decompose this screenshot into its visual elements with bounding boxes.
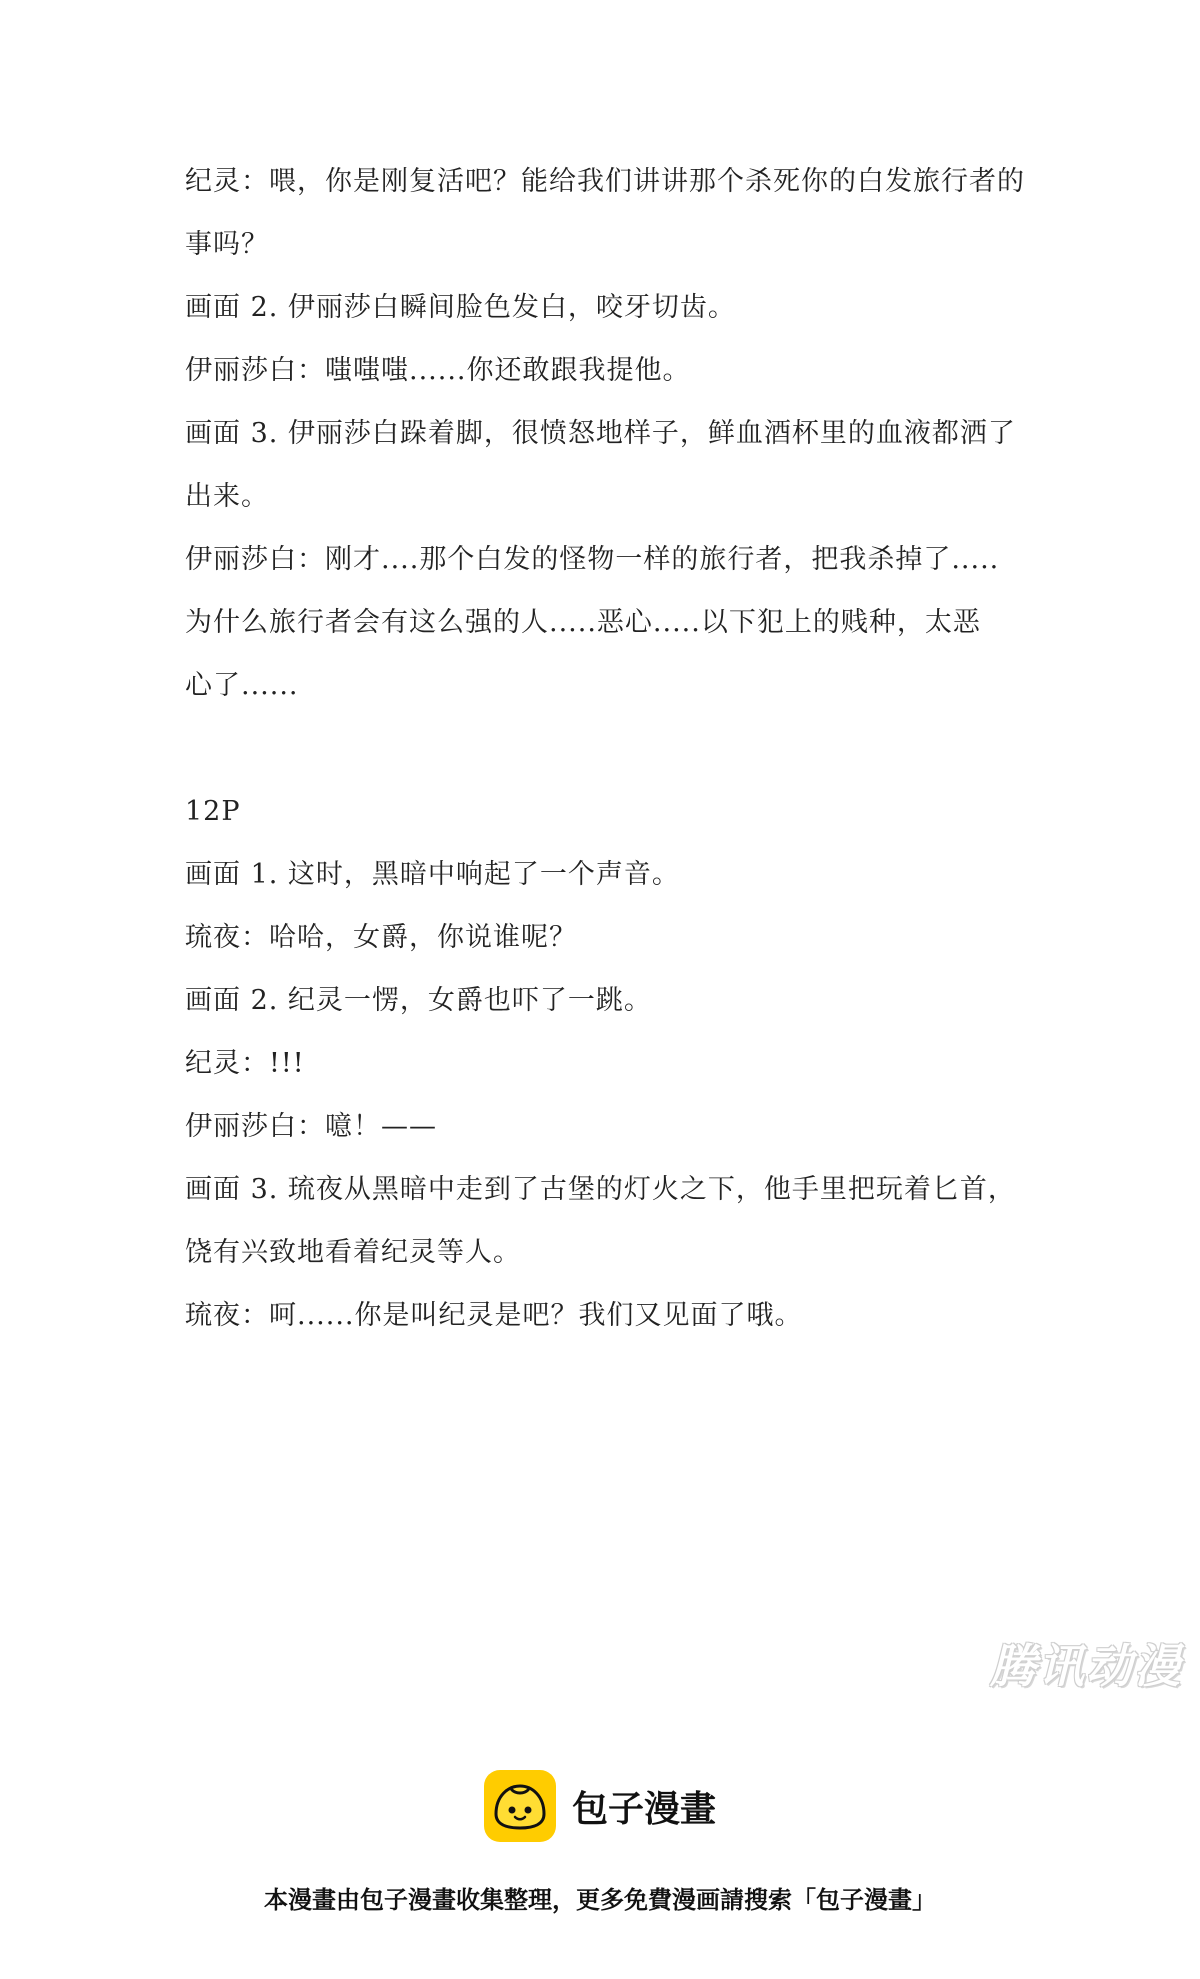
script-line: 出来。: [185, 481, 269, 512]
script-line: 饶有兴致地看着纪灵等人。: [185, 1237, 521, 1268]
script-line: 伊丽莎白：刚才....那个白发的怪物一样的旅行者，把我杀掉了.....: [185, 544, 1000, 575]
script-line: 画面 3. 琉夜从黑暗中走到了古堡的灯火之下，他手里把玩着匕首，: [185, 1174, 1016, 1205]
script-text: [185, 150, 1065, 1347]
page-marker: 12P: [185, 796, 241, 827]
script-line: 画面 2. 伊丽莎白瞬间脸色发白，咬牙切齿。: [185, 292, 736, 323]
script-line: 纪灵：!!!: [185, 1048, 305, 1079]
script-line: 纪灵：喂，你是刚复活吧？能给我们讲讲那个杀死你的白发旅行者的: [185, 166, 1025, 197]
footer-note: 本漫畫由包子漫畫收集整理，更多免費漫画請搜索「包子漫畫」: [264, 1886, 936, 1914]
script-line: 伊丽莎白：噫！——: [185, 1111, 437, 1142]
watermark-logo: 腾讯动漫: [990, 1639, 1182, 1693]
brand-banner: [0, 1770, 1200, 1846]
script-line: 琉夜：呵......你是叫纪灵是吧？我们又见面了哦。: [185, 1300, 803, 1331]
script-line: 心了......: [185, 670, 299, 701]
bun-logo-icon: [484, 1770, 556, 1842]
script-line: 琉夜：哈哈，女爵，你说谁呢？: [185, 922, 577, 953]
blank-line: [185, 717, 1065, 780]
script-line: 事吗？: [185, 229, 269, 260]
brand-name: 包子漫畫: [571, 1788, 716, 1830]
script-line: 为什么旅行者会有这么强的人.....恶心.....以下犯上的贱种，太恶: [185, 607, 981, 638]
script-line: 画面 1. 这时，黑暗中响起了一个声音。: [185, 859, 680, 890]
script-line: 画面 2. 纪灵一愣，女爵也吓了一跳。: [185, 985, 652, 1016]
script-line: 伊丽莎白：嗤嗤嗤......你还敢跟我提他。: [185, 355, 691, 386]
script-line: 画面 3. 伊丽莎白跺着脚，很愤怒地样子，鲜血酒杯里的血液都洒了: [185, 418, 1016, 449]
